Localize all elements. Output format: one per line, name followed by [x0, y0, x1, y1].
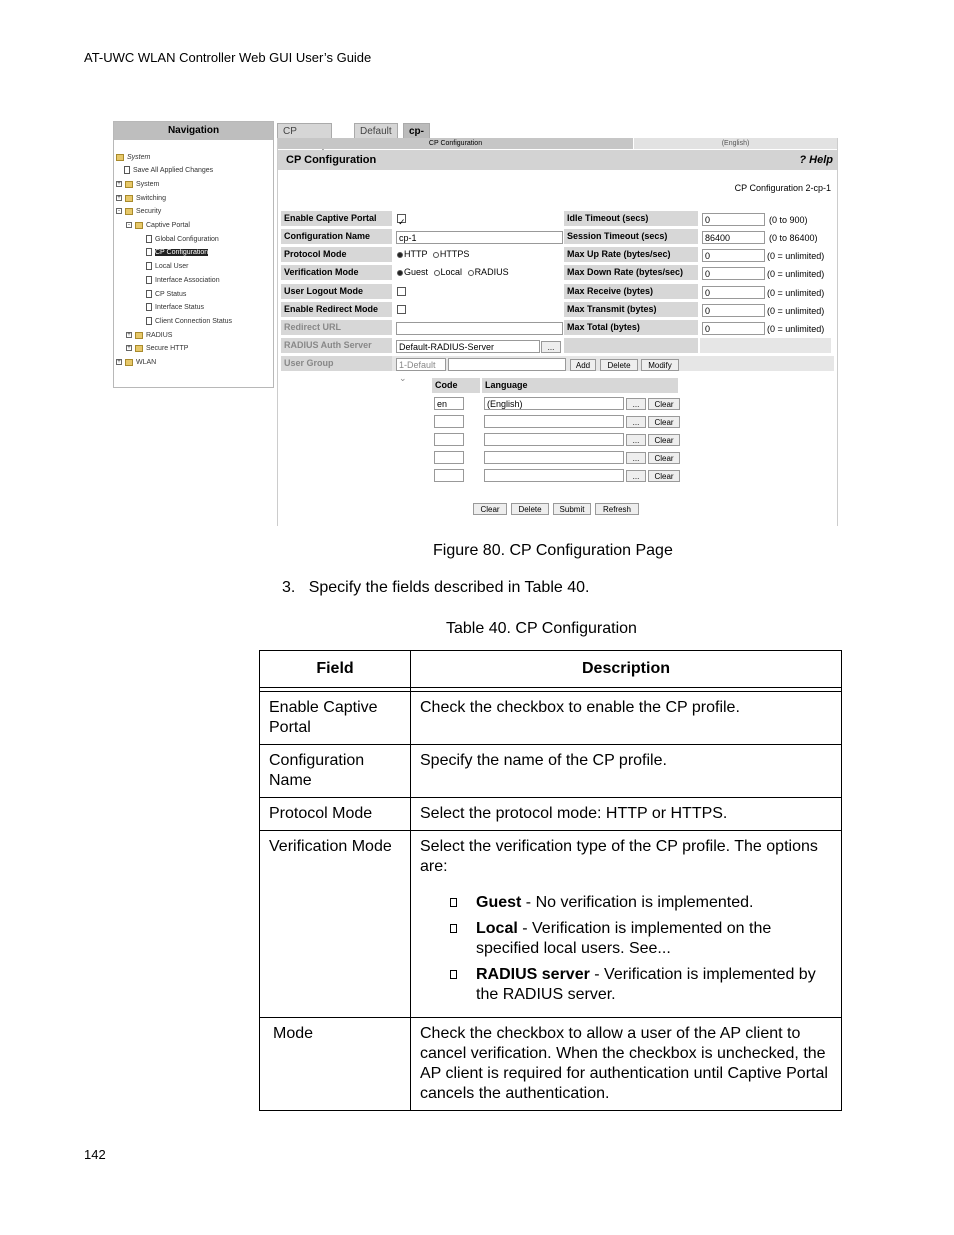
label-max-receive: Max Receive (bytes): [564, 284, 698, 299]
max-transmit-input[interactable]: 0: [702, 304, 765, 317]
max-up-rate-input[interactable]: 0: [702, 249, 765, 262]
language-input[interactable]: [484, 415, 624, 428]
collapse-icon[interactable]: -: [118, 208, 120, 215]
folder-icon: [135, 345, 143, 352]
radius-auth-server-input[interactable]: Default-RADIUS-Server: [396, 340, 540, 353]
label-redirect-url: Redirect URL: [281, 320, 392, 335]
field-cell: Configuration Name: [260, 745, 411, 798]
tree-item-system-root[interactable]: System: [116, 152, 150, 164]
sub-tab-english[interactable]: (English): [634, 138, 837, 149]
refresh-button[interactable]: Refresh: [595, 503, 639, 515]
tree-item-cp-configuration[interactable]: CP Configuration: [146, 247, 208, 259]
verification-radius-radio[interactable]: [468, 270, 474, 276]
submit-button[interactable]: Submit: [553, 503, 591, 515]
chevron-down-icon: ⌄: [399, 373, 407, 383]
idle-timeout-input[interactable]: 0: [702, 213, 765, 226]
label-max-transmit: Max Transmit (bytes): [564, 302, 698, 317]
empty-value-cell: [700, 338, 831, 353]
page-icon: [146, 317, 152, 325]
description-cell: Specify the name of the CP profile.: [411, 745, 842, 798]
description-cell: [411, 831, 842, 1018]
enable-captive-portal-checkbox[interactable]: ✓: [397, 214, 406, 223]
language-browse-button[interactable]: ...: [626, 398, 646, 410]
tree-item-cp-status[interactable]: CP Status: [146, 289, 186, 301]
page-icon: [146, 262, 152, 270]
language-input[interactable]: (English): [484, 397, 624, 410]
step-number: 3.: [282, 579, 296, 596]
label-enable-redirect-mode: Enable Redirect Mode: [281, 302, 392, 317]
label-radius-auth-server: RADIUS Auth Server: [281, 338, 392, 353]
folder-icon: [116, 154, 124, 161]
radius-browse-button[interactable]: ...: [541, 341, 561, 353]
label-user-group: User Group: [281, 356, 392, 371]
language-clear-button[interactable]: Clear: [648, 398, 680, 410]
empty-label-cell: [564, 338, 698, 353]
tab-cp-1[interactable]: cp-: [403, 123, 430, 139]
label-enable-captive-portal: Enable Captive Portal: [281, 211, 392, 226]
language-input[interactable]: [484, 433, 624, 446]
protocol-http-radio[interactable]: [397, 252, 403, 258]
description-cell: Check the checkbox to allow a user of the AP client to cancel verification. When the checkbox is unchecked, the AP client is required for authentication until Captive Portal cancels the authentication.: [411, 1018, 842, 1111]
enable-captive-portal-value: [394, 211, 406, 226]
user-logout-mode-checkbox[interactable]: [397, 287, 406, 296]
tree-item-radius[interactable]: + RADIUS: [127, 332, 173, 339]
add-button[interactable]: Add: [570, 359, 596, 371]
language-code-input[interactable]: [434, 451, 464, 464]
verification-local-radio[interactable]: [434, 270, 440, 276]
language-clear-button[interactable]: Clear: [648, 416, 680, 428]
folder-open-icon: [135, 222, 143, 229]
table-header-row: [260, 651, 842, 688]
language-browse-button[interactable]: ...: [626, 452, 646, 464]
option-guest: Guest - No verification is implemented.: [450, 893, 832, 913]
folder-icon: [125, 359, 133, 366]
cp-config-name: CP Configuration 2-cp-1: [734, 183, 831, 193]
tree-item-interface-status[interactable]: Interface Status: [146, 302, 204, 314]
label-configuration-name: Configuration Name: [281, 229, 392, 244]
language-clear-button[interactable]: Clear: [648, 470, 680, 482]
user-logout-mode-value: [394, 284, 406, 299]
bullet-box-icon: [450, 898, 457, 907]
max-down-rate-input[interactable]: 0: [702, 267, 765, 280]
step-text: Specify the fields described in Table 40.: [308, 579, 590, 596]
page-number: 142: [84, 1147, 106, 1162]
collapse-icon[interactable]: -: [128, 222, 130, 229]
language-clear-button[interactable]: Clear: [648, 452, 680, 464]
label-protocol-mode: Protocol Mode: [281, 247, 392, 262]
expand-icon[interactable]: +: [127, 345, 131, 352]
folder-icon: [135, 332, 143, 339]
tree-item-secure-http[interactable]: + Secure HTTP: [127, 345, 189, 352]
folder-icon: [125, 195, 133, 202]
user-group-select[interactable]: 1-Default ⌄: [396, 358, 446, 371]
figure-caption: Figure 80. CP Configuration Page: [433, 542, 673, 559]
verification-guest-radio[interactable]: [397, 270, 403, 276]
language-browse-button[interactable]: ...: [626, 470, 646, 482]
tree-item-client-connection-status[interactable]: Client Connection Status: [146, 316, 232, 328]
language-clear-button[interactable]: Clear: [648, 434, 680, 446]
page-icon: [146, 248, 152, 256]
option-local: Local - Verification is implemented on the specified local users. See...: [450, 919, 832, 959]
bullet-box-icon: [450, 924, 457, 933]
language-header: Language: [482, 378, 678, 393]
navigation-panel: [113, 121, 274, 388]
folder-open-icon: [125, 208, 133, 215]
clear-button[interactable]: Clear: [473, 503, 507, 515]
field-header: Field: [260, 651, 411, 688]
option-list: [450, 893, 832, 1005]
label-idle-timeout: Idle Timeout (secs): [564, 211, 698, 226]
protocol-mode-options: HTTP HTTPS: [394, 247, 469, 262]
redirect-url-input[interactable]: [396, 322, 563, 335]
code-header: Code: [432, 378, 480, 393]
language-code-input[interactable]: [434, 415, 464, 428]
table-row: [260, 745, 842, 798]
tree-item-system[interactable]: + System: [117, 181, 160, 188]
step-instruction: [282, 579, 589, 597]
max-receive-hint: (0 = unlimited): [767, 288, 825, 298]
config-panel: [277, 138, 838, 526]
language-code-input[interactable]: [434, 469, 464, 482]
description-cell: Select the protocol mode: HTTP or HTTPS.: [411, 798, 842, 831]
page-icon: [146, 303, 152, 311]
tree-item-local-user[interactable]: Local User: [146, 261, 188, 273]
configuration-name-input[interactable]: cp-1: [396, 231, 563, 244]
language-browse-button[interactable]: ...: [626, 416, 646, 428]
config-title: CP Configuration: [286, 154, 377, 166]
field-description-table: [259, 650, 842, 1111]
field-cell: Verification Mode: [260, 831, 411, 1018]
cp-configuration-screenshot: [113, 121, 838, 526]
description-text: Select the verification type of the CP profile. The options are:: [420, 838, 818, 875]
navigation-title: Navigation: [114, 122, 273, 140]
tree-item-security[interactable]: - Security: [118, 208, 162, 215]
field-cell: Enable Captive Portal: [260, 692, 411, 745]
tree-item-global-configuration[interactable]: Global Configuration: [146, 234, 219, 246]
language-browse-button[interactable]: ...: [626, 434, 646, 446]
page-icon: [124, 166, 130, 174]
sub-tab-cp-configuration[interactable]: CP Configuration: [278, 138, 633, 149]
label-max-up-rate: Max Up Rate (bytes/sec): [564, 247, 698, 262]
expand-icon[interactable]: +: [117, 359, 121, 366]
max-receive-input[interactable]: 0: [702, 286, 765, 299]
modify-button[interactable]: Modify: [641, 359, 679, 371]
tree-item-save-changes[interactable]: Save All Applied Changes: [124, 165, 213, 177]
protocol-https-radio[interactable]: [433, 252, 439, 258]
page-icon: [146, 235, 152, 243]
language-input[interactable]: [484, 469, 624, 482]
label-max-down-rate: Max Down Rate (bytes/sec): [564, 265, 698, 280]
sub-tab-bar: [278, 138, 837, 149]
label-max-total: Max Total (bytes): [564, 320, 698, 335]
description-cell: Check the checkbox to enable the CP profile.: [411, 692, 842, 745]
table-row: [260, 692, 842, 745]
field-cell: Protocol Mode: [260, 798, 411, 831]
label-user-logout-mode: User Logout Mode: [281, 284, 392, 299]
language-input[interactable]: [484, 451, 624, 464]
tab-cp-summary[interactable]: CP: [277, 123, 332, 139]
delete-button[interactable]: Delete: [511, 503, 549, 515]
idle-timeout-hint: (0 to 900): [769, 215, 808, 225]
verification-mode-options: Guest Local RADIUS: [394, 265, 509, 280]
language-code-input[interactable]: [434, 433, 464, 446]
enable-redirect-mode-value: [394, 302, 406, 317]
tree-item-captive-portal[interactable]: - Captive Portal: [128, 222, 190, 229]
max-total-input[interactable]: 0: [702, 322, 765, 335]
session-timeout-input[interactable]: 86400: [702, 231, 765, 244]
max-up-rate-hint: (0 = unlimited): [767, 251, 825, 261]
bullet-box-icon: [450, 970, 457, 979]
session-timeout-hint: (0 to 86400): [769, 233, 818, 243]
expand-icon[interactable]: +: [117, 195, 121, 202]
expand-icon[interactable]: +: [127, 332, 131, 339]
label-session-timeout: Session Timeout (secs): [564, 229, 698, 244]
page-icon: [146, 290, 152, 298]
option-radius: RADIUS server - Verification is implemented by the RADIUS server.: [450, 965, 832, 1005]
max-down-rate-hint: (0 = unlimited): [767, 269, 825, 279]
max-total-hint: (0 = unlimited): [767, 324, 825, 334]
description-header: Description: [411, 651, 842, 688]
config-title-bar: [278, 150, 837, 170]
table-row: [260, 798, 842, 831]
expand-icon[interactable]: +: [117, 181, 121, 188]
tree-item-wlan[interactable]: + WLAN: [117, 359, 157, 366]
table-caption: Table 40. CP Configuration: [446, 620, 637, 637]
table-row: [260, 831, 842, 1018]
tree-item-interface-association[interactable]: Interface Association: [146, 275, 220, 287]
max-transmit-hint: (0 = unlimited): [767, 306, 825, 316]
enable-redirect-mode-checkbox[interactable]: [397, 305, 406, 314]
delete-group-button[interactable]: Delete: [600, 359, 638, 371]
table-row: [260, 1018, 842, 1111]
language-code-input[interactable]: en: [434, 397, 464, 410]
field-cell: Mode: [260, 1018, 411, 1111]
tab-default[interactable]: Default: [354, 123, 398, 139]
folder-icon: [125, 181, 133, 188]
main-panel: [277, 121, 838, 526]
help-link[interactable]: ? Help: [799, 154, 833, 166]
user-group-input[interactable]: [448, 358, 566, 371]
tree-item-switching[interactable]: + Switching: [117, 195, 166, 202]
label-verification-mode: Verification Mode: [281, 265, 392, 280]
page-icon: [146, 276, 152, 284]
running-header: AT-UWC WLAN Controller Web GUI User’s Guide: [84, 50, 372, 65]
